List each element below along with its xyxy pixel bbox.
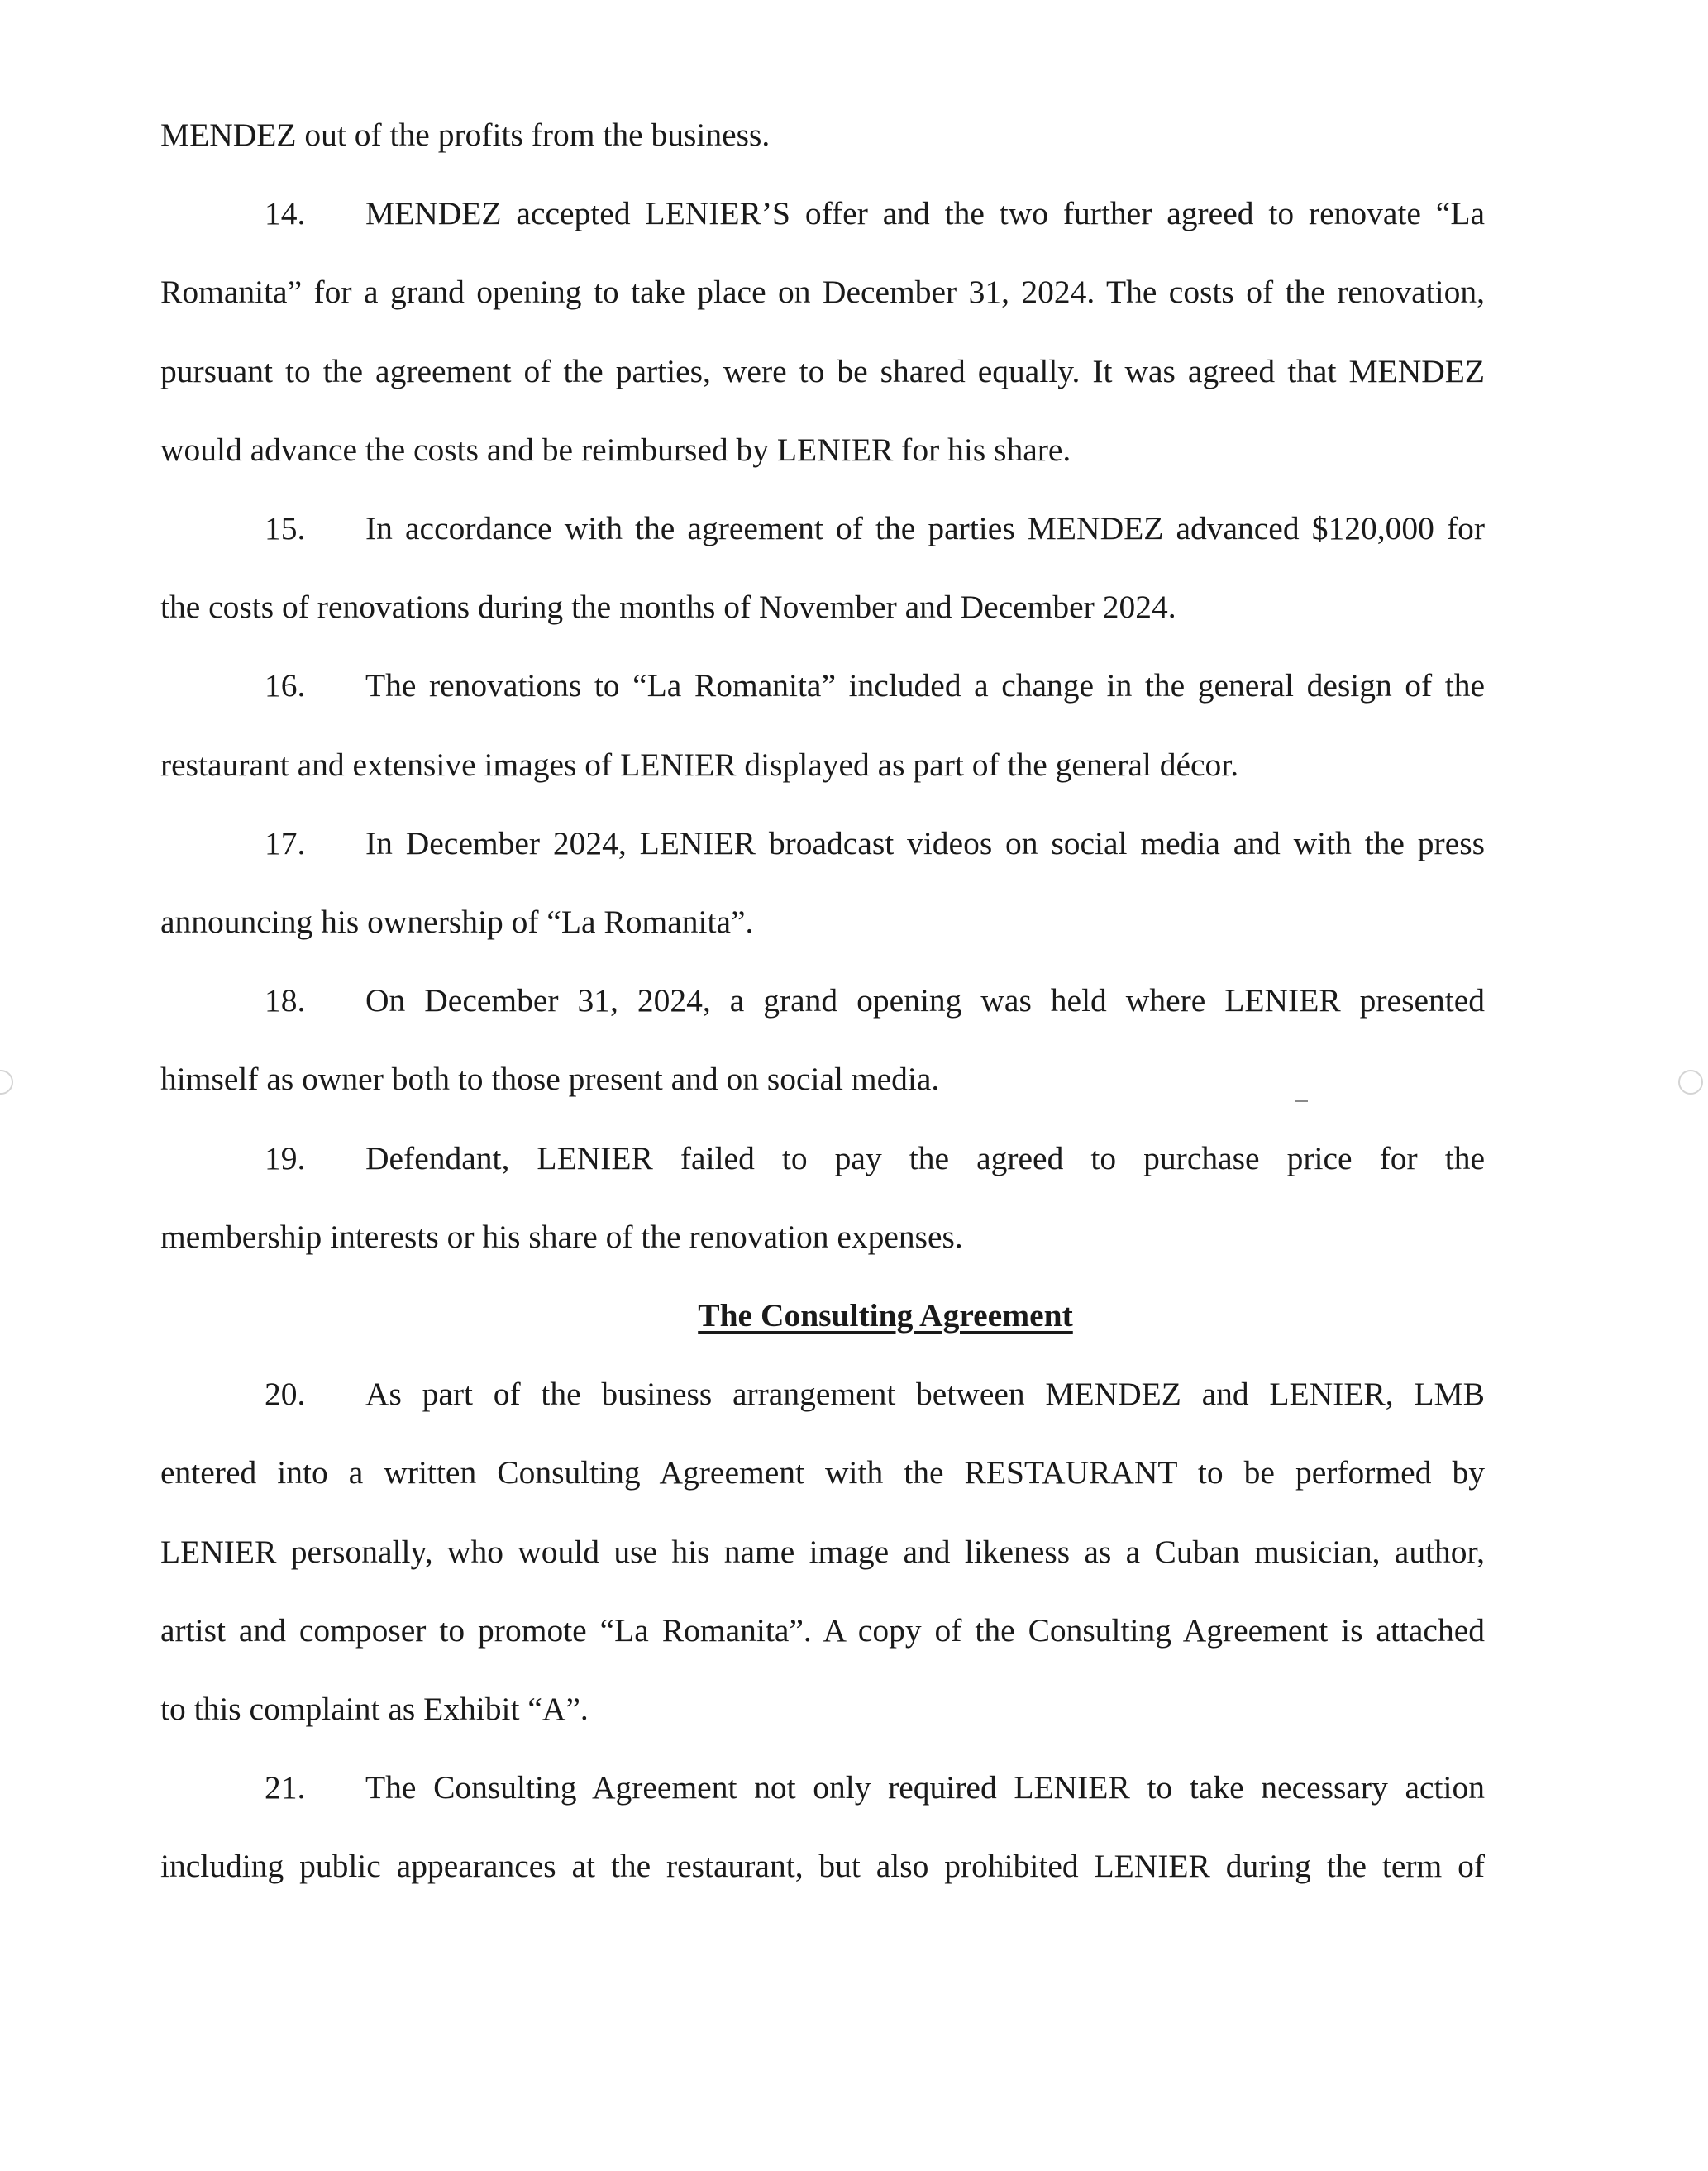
- paragraph-number: 21.: [265, 1769, 306, 1806]
- paragraph-first-line: [160, 489, 1485, 568]
- paragraph-first-line: [160, 647, 1485, 725]
- paragraph-text: As part of the business arrangement between MENDEZ and LENIER, LMB: [365, 1376, 1485, 1412]
- paragraph-text: In accordance with the agreement of the parties MENDEZ advanced $120,000 for: [365, 510, 1485, 546]
- paragraph-text: The renovations to “La Romanita” included a change in the general design of the: [365, 667, 1485, 704]
- paragraph-number: 19.: [265, 1140, 306, 1176]
- paragraph-text-line: Romanita” for a grand opening to take place on December 31, 2024. The costs of the renovation,: [160, 274, 1485, 310]
- paragraph-text: Defendant, LENIER failed to pay the agreed to purchase price for the: [365, 1140, 1485, 1176]
- paragraph-text-line: membership interests or his share of the renovation expenses.: [160, 1219, 963, 1255]
- paragraph-text-line: artist and composer to promote “La Romanita”. A copy of the Consulting Agreement is attached: [160, 1612, 1485, 1649]
- paragraph-text-line: would advance the costs and be reimbursed by LENIER for his share.: [160, 432, 1071, 468]
- paragraph-number: 20.: [265, 1376, 306, 1412]
- paragraph-first-line: [160, 1355, 1485, 1434]
- paragraph-text-line: including public appearances at the restaurant, but also prohibited LENIER during the term of: [160, 1848, 1485, 1884]
- paragraph-text-line: to this complaint as Exhibit “A”.: [160, 1691, 589, 1727]
- paragraph-text: On December 31, 2024, a grand opening was held where LENIER presented: [365, 982, 1485, 1019]
- paragraph-first-line: [160, 174, 1485, 253]
- page-edge-marker-right: [1678, 1070, 1703, 1095]
- paragraph-number: 18.: [265, 982, 306, 1019]
- section-heading: [0, 1276, 1708, 1355]
- paragraph-text-line: LENIER personally, who would use his name image and likeness as a Cuban musician, author,: [160, 1534, 1485, 1570]
- paragraph-first-line: [160, 1119, 1485, 1198]
- paragraph-number: 15.: [265, 510, 306, 546]
- paragraph-text-line: himself as owner both to those present and on social media.: [160, 1061, 940, 1097]
- paragraph-text-line: announcing his ownership of “La Romanita”.: [160, 904, 754, 940]
- section-heading-text: The Consulting Agreement: [698, 1297, 1073, 1334]
- paragraph-first-line: [160, 1749, 1485, 1827]
- continued-text-line: MENDEZ out of the profits from the business.: [160, 117, 771, 153]
- paragraph-text: In December 2024, LENIER broadcast videos on social media and with the press: [365, 825, 1485, 861]
- paragraph-text: The Consulting Agreement not only required LENIER to take necessary action: [365, 1769, 1485, 1806]
- paragraph-first-line: [160, 804, 1485, 883]
- paragraph-number: 16.: [265, 667, 306, 704]
- paragraph-text-line: restaurant and extensive images of LENIER displayed as part of the general décor.: [160, 747, 1239, 783]
- paragraph-first-line: [160, 961, 1485, 1040]
- paragraph-number: 14.: [265, 195, 306, 231]
- page-edge-marker-left: [0, 1070, 13, 1095]
- paragraph-text: MENDEZ accepted LENIER’S offer and the two further agreed to renovate “La: [365, 195, 1485, 231]
- paragraph-text-line: the costs of renovations during the months of November and December 2024.: [160, 589, 1176, 625]
- paragraph-number: 17.: [265, 825, 306, 861]
- paragraph-text-line: entered into a written Consulting Agreement with the RESTAURANT to be performed by: [160, 1454, 1485, 1491]
- paragraph-text-line: pursuant to the agreement of the parties, were to be shared equally. It was agreed that MENDEZ: [160, 353, 1485, 389]
